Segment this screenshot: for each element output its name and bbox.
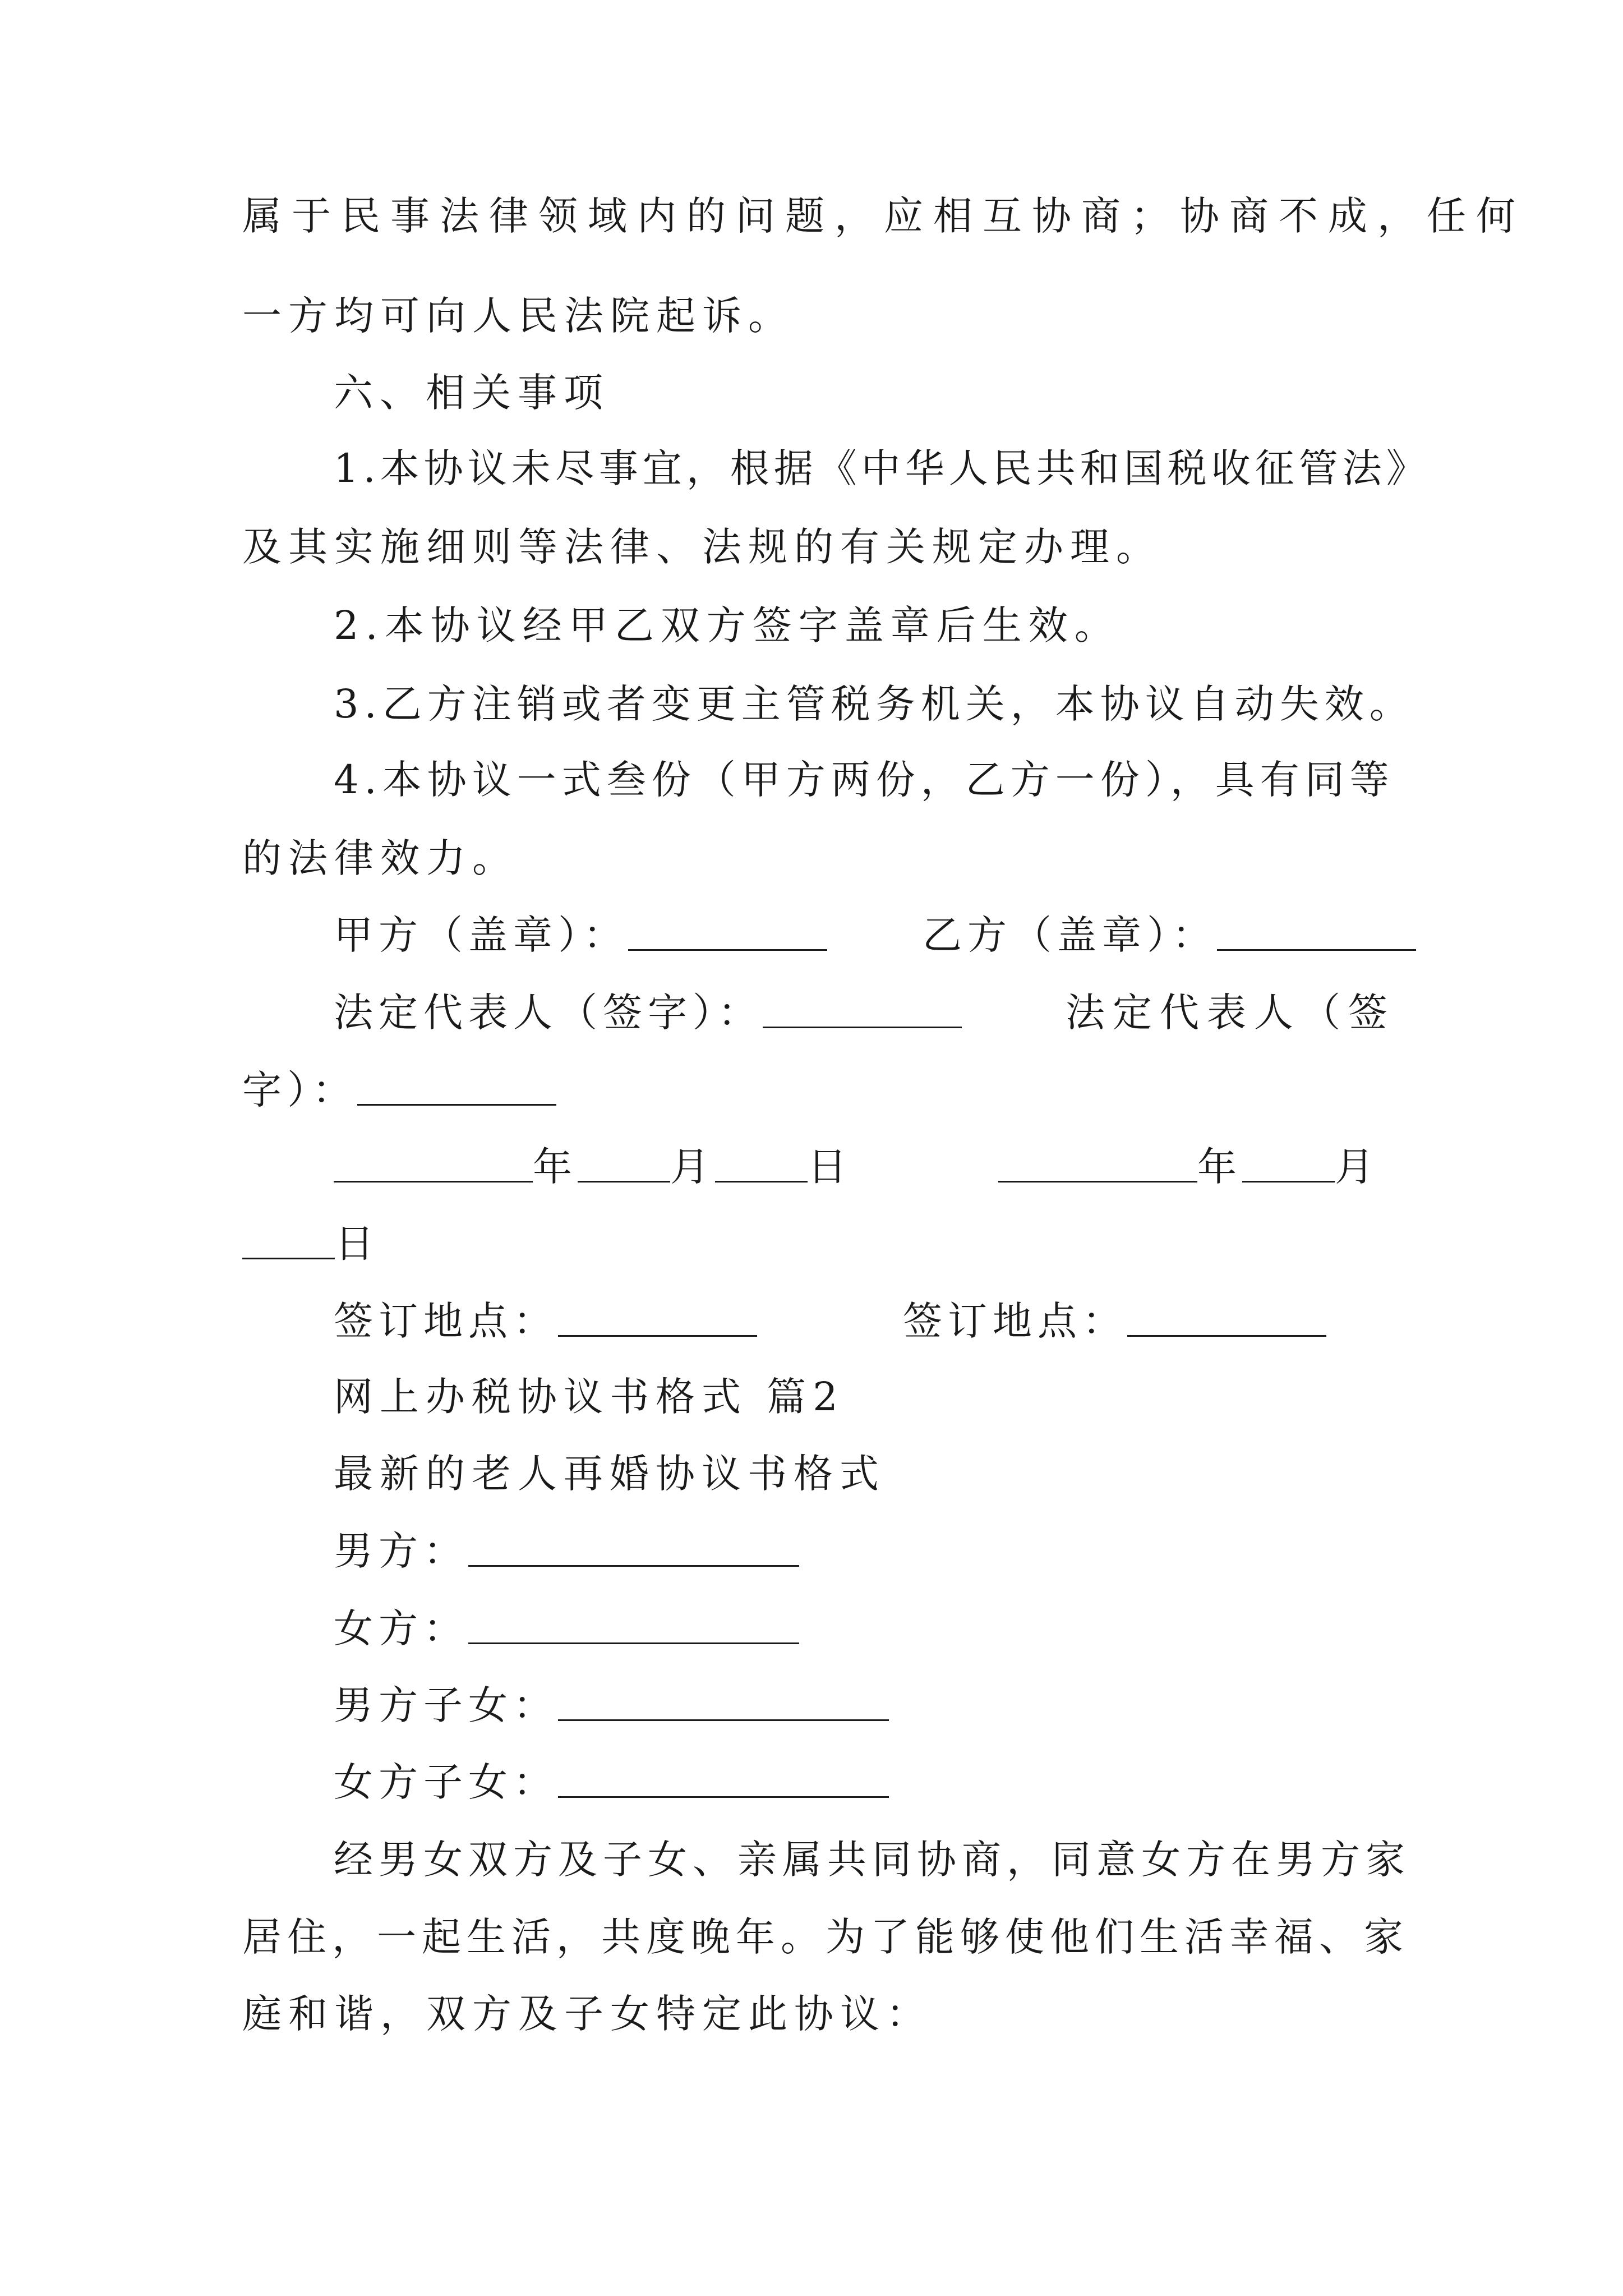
party-a-seal-blank: [628, 915, 827, 951]
party-a-seal-label: 甲方（盖章）：: [334, 912, 628, 958]
year-label: 年: [1197, 1144, 1242, 1190]
legal-rep-b-blank: [357, 1070, 556, 1106]
female-blank: [468, 1609, 799, 1644]
legal-rep-b-row: [242, 1065, 556, 1115]
section2-title: 网上办税协议书格式 篇2: [334, 1374, 845, 1420]
legal-rep-a-blank: [763, 993, 962, 1028]
body-text-line: 的法律效力。: [242, 835, 518, 881]
agreement2-title: 最新的老人再婚协议书格式: [334, 1451, 886, 1497]
legal-rep-b-label-part2: 字）：: [242, 1067, 357, 1113]
year-blank: [998, 1147, 1197, 1182]
male-children-label: 男方子女：: [334, 1682, 558, 1728]
legal-rep-b-label-part1: 法定代表人（签: [1066, 990, 1395, 1036]
day-label: 日: [335, 1221, 380, 1267]
party-a-seal-row: [334, 910, 827, 960]
sign-place-a-row: [334, 1296, 757, 1346]
body-text-line: 属于民事法律领域内的问题，应相互协商；协商不成，任何: [242, 193, 1525, 239]
female-children-row: [334, 1757, 889, 1807]
sign-place-b-blank: [1127, 1301, 1326, 1337]
body-text-line: 居住，一起生活，共度晚年。为了能够使他们生活幸福、家: [242, 1914, 1409, 1960]
day-blank: [242, 1224, 335, 1259]
male-children-blank: [558, 1686, 889, 1721]
day-label: 日: [808, 1144, 852, 1190]
date-row-a: [334, 1142, 852, 1192]
sign-place-a-label: 签订地点：: [334, 1298, 558, 1344]
male-children-row: [334, 1680, 889, 1731]
day-blank: [715, 1147, 808, 1182]
legal-rep-a-label: 法定代表人（签字）：: [334, 990, 763, 1036]
year-blank: [334, 1147, 533, 1182]
body-text-line: 庭和谐，双方及子女特定此协议：: [242, 1991, 932, 2037]
body-text-line: 1.本协议未尽事宜，根据《中华人民共和国税收征管法》: [334, 445, 1430, 491]
body-text-line: 3.乙方注销或者变更主管税务机关，本协议自动失效。: [334, 681, 1414, 727]
sign-place-b-label: 签订地点：: [903, 1298, 1127, 1344]
date-row-b: [998, 1142, 1380, 1192]
party-b-seal-label: 乙方（盖章）：: [923, 912, 1217, 958]
body-text-line: 一方均可向人民法院起诉。: [242, 293, 794, 339]
legal-rep-a-row: [334, 987, 962, 1038]
date-row-b-cont: [242, 1218, 380, 1269]
body-text-line: 2.本协议经甲乙双方签字盖章后生效。: [334, 602, 1121, 648]
party-b-seal-row: [923, 910, 1416, 960]
male-row: [334, 1526, 799, 1576]
sign-place-b-row: [903, 1296, 1326, 1346]
male-blank: [468, 1531, 799, 1567]
body-text-line: 经男女双方及子女、亲属共同协商，同意女方在男方家: [334, 1837, 1410, 1883]
male-label: 男方：: [334, 1528, 468, 1574]
month-blank: [578, 1147, 670, 1182]
year-label: 年: [533, 1144, 578, 1190]
month-blank: [1242, 1147, 1335, 1182]
female-row: [334, 1603, 799, 1654]
month-label: 月: [1335, 1144, 1380, 1190]
section-heading: 六、相关事项: [334, 370, 610, 416]
month-label: 月: [670, 1144, 715, 1190]
female-children-blank: [558, 1763, 889, 1798]
body-text-line: 4.本协议一式叁份（甲方两份，乙方一份），具有同等: [334, 757, 1395, 803]
party-b-seal-blank: [1217, 915, 1416, 951]
sign-place-a-blank: [558, 1301, 757, 1337]
female-children-label: 女方子女：: [334, 1759, 558, 1805]
female-label: 女方：: [334, 1605, 468, 1651]
body-text-line: 及其实施细则等法律、法规的有关规定办理。: [242, 524, 1162, 570]
